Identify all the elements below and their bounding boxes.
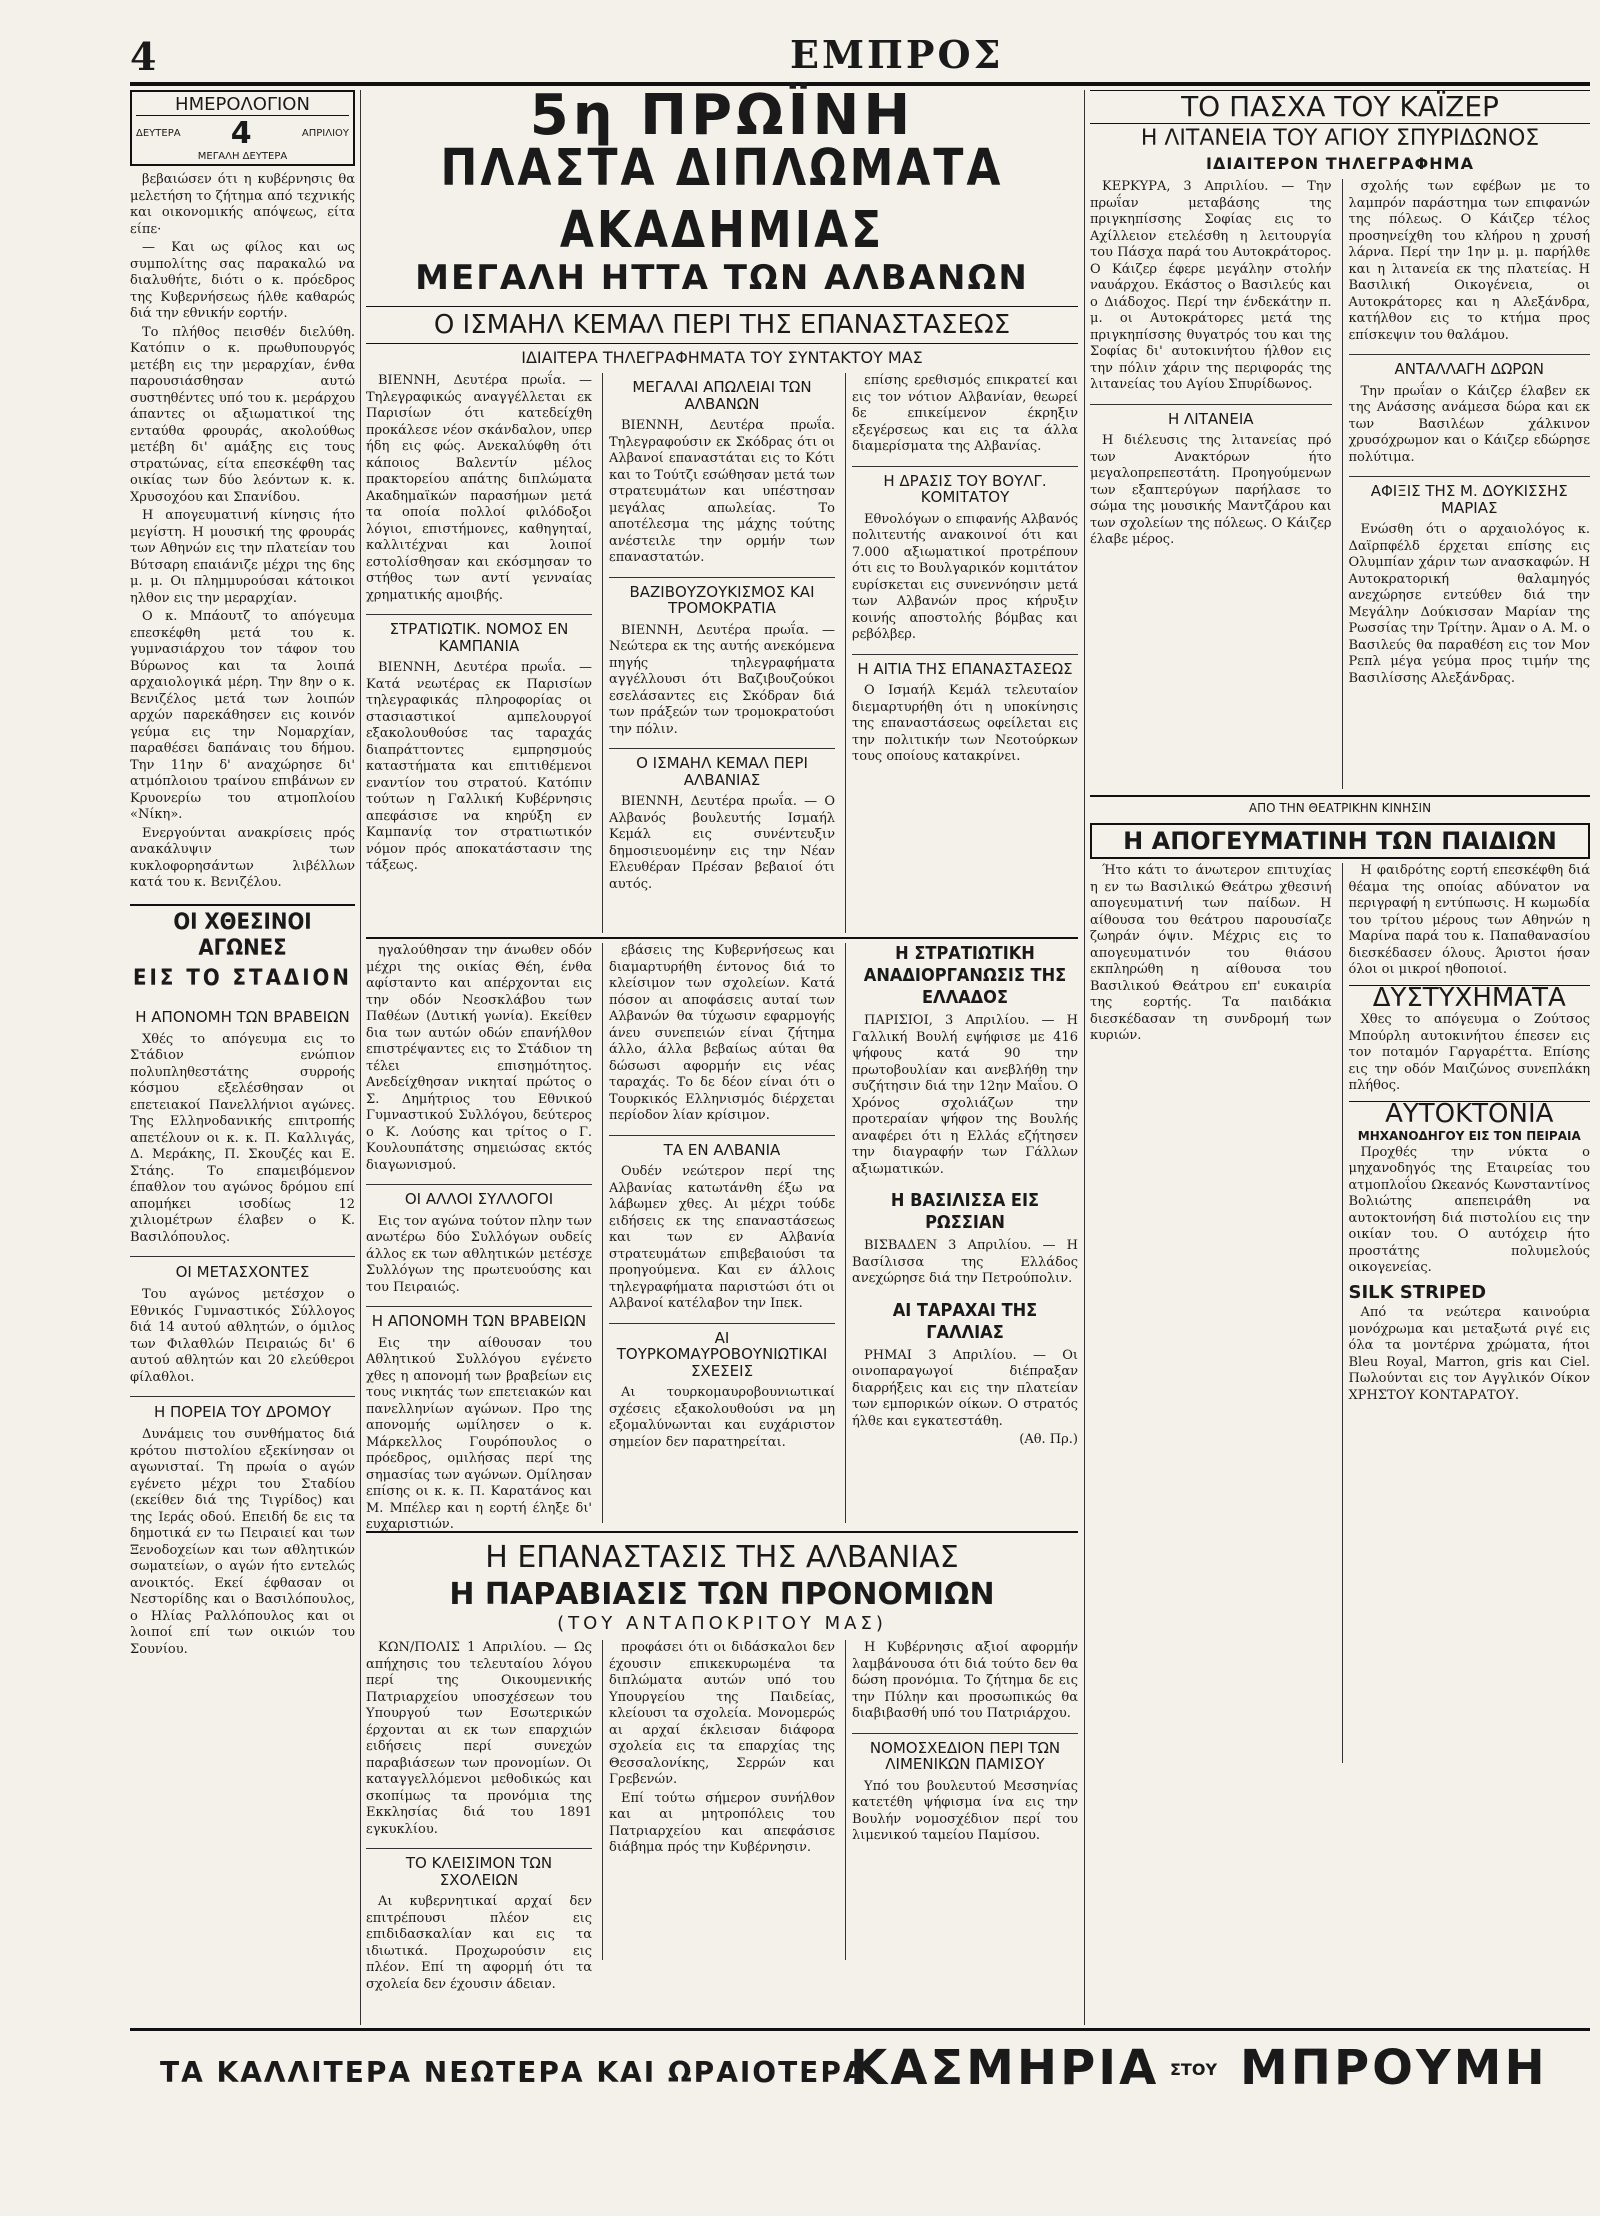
paragraph: Ενώσθη ότι ο αρχαιολόγος κ. Δαϊρπφέλδ έρχεται επίσης εις Ολυμπίαν χάριν των ανασκαφών. Η Αυτοκρατορική θαλαμηγός ανεχώρησε εντεύθεν διά την Μεγάλην Δούκισσαν Μαρίαν της Ρωσσίας την Τρίτην. Άμαν ο Α. Μ. ο Βασιλεύς θα παραθέση εις τον Μον Ρεπλ μέγα γεύμα προς τιμήν της Βασιλίσσης Αλεξάνδρας. <box>1348 522 1590 686</box>
calendar-subtitle: ΜΕΓΑΛΗ ΔΕΥΤΕΡΑ <box>197 151 288 162</box>
center-upper-col-2 <box>602 373 835 933</box>
paragraph: Του αγώνος μετέσχον ο Εθνικός Γυμναστικός Σύλλογος διά 14 αυτού αθλητών, ο όμιλος των Φιλαθλών Πειραιώς δι' 6 αυτού αθλητών και 20 ελεύθεροι φίλαθλοι. <box>130 1287 355 1385</box>
paragraph: Επί τούτω σήμερον συνήλθον και αι μητροπόλεις του Πατριαρχείου και απεφάσισε διάβημα πρός την Κυβέρνησιν. <box>609 1790 835 1855</box>
calendar-title: ΗΜΕΡΟΛΟΓΙΟΝ <box>136 94 349 116</box>
subhead: Η ΑΙΤΙΑ ΤΗΣ ΕΠΑΝΑΣΤΑΣΕΩΣ <box>852 654 1078 678</box>
kaiser-telegram-note: ΙΔΙΑΙΤΕΡΟΝ ΤΗΛΕΓΡΑΦΗΜΑ <box>1206 154 1474 173</box>
contestants-article <box>130 1287 355 1386</box>
theatre-col-2 <box>1342 863 1591 1763</box>
paragraph: ηγαλούθησαν την άνωθεν οδόν μέχρι της οικίας Θέη, ένθα αφίσταντο και απέρχονται εις την οδόν Νεοσκλάβου των Παθέων (Δυτική γωνία). Εκείθεν δια των αυτών οδών επανήλθον επιστρέψαντες εις το Στάδιον τη τέλει επισημότητος. Ανεδείχθησαν νικηταί πρώτος ο Σ. Δημήτριος του Εθνικού Γυμναστικού Συλλόγου, δεύτερος ο Κ. Λούσης και τρίτος ο Γ. Κουλουπάτσης σημειώσας εκτός διαγωνισμού. <box>366 943 592 1173</box>
subhead: ΑΙ ΤΑΡΑΧΑΙ ΤΗΣ ΓΑΛΛΙΑΣ <box>892 1299 1038 1343</box>
theatre-columns <box>1090 863 1590 1763</box>
headline-third: Ο ΙΣΜΑΗΛ ΚΕΜΑΛ ΠΕΡΙ ΤΗΣ ΕΠΑΝΑΣΤΑΣΕΩΣ <box>366 306 1078 344</box>
paragraph: Η διέλευσις της λιτανείας πρό των Ανακτόρων ήτο μεγαλοπρεπεστάτη. Προηγούμενων των εξαπτερύγων παρήλασε το σώμα της μουσικής Μαντζάρου και των σχολείων της πόλεως. Ο Κάιζερ έλαβε μέρος. <box>1090 433 1332 547</box>
advert-text-3: ΣΤΟΥ <box>1170 2060 1218 2079</box>
paragraph: ΚΕΡΚΥΡΑ, 3 Απριλίου. — Την πρωΐαν μεταβάσης της πριγκηπίσσης Σοφίας εις το Αχίλλειον ετελέσθη η λειτουργία του Πάσχα παρά του Αυτοκράτορος. Ο Κάιζερ έφερε μεγάλην στολήν ναυάρχου. Εκάστος ο Βασιλεύς και ο Διάδοχος. Περί την ένδεκάτην π. μ. οι Αυτοκράτορες μετά της πριγκηπίσσης θυγατρός του και της Σοφίας δι' αυτοκινήτου ήλθον εις την πόλιν χάριν της περιφοράς της λιτανείας του Αγίου Σπυρίδωνος. <box>1090 179 1332 392</box>
paragraph: ΒΙΕΝΝΗ, Δευτέρα πρωΐα. Τηλεγραφούσιν εκ Σκόδρας ότι οι Αλβανοί επαναστάται εις το Κότι και το Τούτζι εσώθησαν μετά των στρατευμάτων και υπέστησαν μεγάλας απωλείας. Το αποτέλεσμα της μάχης τούτης ανέστειλε την ορμήν των επαναστατών. <box>609 418 835 565</box>
albania-byline: (ΤΟΥ ΑΝΤΑΠΟΚΡΙΤΟΥ ΜΑΣ) <box>557 1613 887 1634</box>
theatre-col-1 <box>1090 863 1332 1763</box>
paragraph: Από τα νεώτερα καινούρια μονόχρωμα και μεταξωτά ριγέ εις όλα τα μοντέρνα χρώματα, ήτοι Bleu Royal, Marron, gris και Ciel. Πωλούνται εις τον Αγγλικόν Οίκον ΧΡΗΣΤΟΥ ΚΟΝΤΑΡΑΤΟΥ. <box>1348 1305 1590 1403</box>
calendar-row <box>136 116 349 151</box>
paragraph: Η φαιδρότης εορτή επεσκέφθη διά θέαμα της οποίας αδύνατον να περιγραφή η εντύπωσις. Η κωμωδία του τρίτου μέρους των Αθηνών η Μαρίνα παρά του κ. Παπαθανασίου διεσκέδασεν όλους. Άριστοι ήσαν όλοι οι μικροί ηθοποιοί. <box>1348 863 1590 977</box>
subhead: Ο ΙΣΜΑΗΛ ΚΕΜΑΛ ΠΕΡΙ ΑΛΒΑΝΙΑΣ <box>609 748 835 788</box>
headline-note: ΙΔΙΑΙΤΕΡΑ ΤΗΛΕΓΡΑΦΗΜΑΤΑ ΤΟΥ ΣΥΝΤΑΚΤΟΥ ΜΑΣ <box>521 348 923 367</box>
accidents-headline: ΔΥΣΤΥΧΗΜΑΤΑ <box>1349 985 1591 1007</box>
paragraph: Αι κυβερνητικαί αρχαί δεν επιτρέπουσι πλέον εις επιδιδασκαλίαν και εις τα ιδιωτικά. Προχωρούσιν εις πλέον. Επί τη αφορμή ότι τα σχολεία δεν έχουσιν άδειαν. <box>366 1894 592 1992</box>
paragraph: Η Κυβέρνησις αξιοί αφορμήν λαμβάνουσα ότι διά τούτο δεν θα δώση προνόμια. Το ζήτημα δε εις την Πύλην και προσωπικώς θα διαβιβασθή υπό του Πατριάρχου. <box>852 1640 1078 1721</box>
paragraph: ΒΙΕΝΝΗ, Δευτέρα πρωΐα. — Τηλεγραφικώς αναγγέλλεται εκ Παρισίων ότι κατεδείχθη προκάλεσε νέον σκάνδαλον, υπερ ήδη εις φώς. Ανεκαλύφθη ότι κάποιος Βαλεντίν μέλος πρακτορείου απάτης διπλώματα Ακαδημαϊκών παρασήμων μετά τα οποία πολλοί φιλόδοξοι λόγιοι, επιστήμονες, καθηγηταί, καλλιτέχναι και λοιποί εστολίσθησαν και εκόσμησαν το στήθος των αντί γενναίας χρηματικής αμοιβής. <box>366 373 592 603</box>
paragraph: ΒΙΣΒΑΔΕΝ 3 Απριλίου. — Η Βασίλισσα της Ελλάδος ανεχώρησε διά την Πετρούπολιν. <box>852 1238 1078 1286</box>
calendar-box <box>130 90 355 166</box>
paragraph: Χθές το απόγευμα εις το Στάδιον ενώπιον πολυπληθεστάτης συρροής κόσμου εξελέσθησαν οι επετειακοί Πανελλήνιοι αγώνες. Της Ελληνοδανικής επιτροπής απετέλουν οι κ. κ. Π. Καλλιγάς, Δ. Μεράκης, Π. Σκουζές και Ε. Στάης. Το επαμειβόμενον έπαθλον του αγώνος δρόμου επί απομήκει ισοδίως 12 χιλιομέτρων έλαβεν ο Κ. Βασιλόπουλος. <box>130 1031 355 1245</box>
advert-text-4: ΜΠΡΟΥΜΗ <box>1240 2040 1548 2096</box>
page-number: 4 <box>130 34 157 79</box>
left-intro-article <box>130 172 355 892</box>
headline-second: ΜΕΓΑΛΗ ΗΤΤΑ ΤΩΝ ΑΛΒΑΝΩΝ <box>415 258 1029 298</box>
paragraph: επίσης ερεθισμός επικρατεί και εις τον νότιον Αλβανίαν, θεωρεί δε επικείμενον έκρηξιν εξεγέρσεως και εις τα άλλα διαμερίσματα της Αλβανίας. <box>852 373 1078 454</box>
subhead: ΣΤΡΑΤΙΩΤΙΚ. ΝΟΜΟΣ ΕΝ ΚΑΜΠΑΝΙΑ <box>366 614 592 654</box>
advert-banner <box>130 2040 1590 2100</box>
games-article <box>130 1032 355 1247</box>
race-subhead: Η ΠΟΡΕΙΑ ΤΟΥ ΔΡΟΜΟΥ <box>130 1396 355 1421</box>
silk-ad-headline: SILK STRIPED <box>1348 1281 1487 1303</box>
albania-headline-2: Η ΠΑΡΑΒΙΑΣΙΣ ΤΩΝ ΠΡΟΝΟΜΙΩΝ <box>449 1577 995 1612</box>
source-credit: (Αθ. Πρ.) <box>1019 1432 1078 1447</box>
subhead: ΟΙ ΑΛΛΟΙ ΣΥΛΛΟΓΟΙ <box>366 1184 592 1208</box>
theatre-headline: Η ΑΠΟΓΕΥΜΑΤΙΝΗ ΤΩΝ ΠΑΙΔΙΩΝ <box>1090 823 1590 859</box>
subhead: Η ΔΡΑΣΙΣ ΤΟΥ ΒΟΥΛΓ. ΚΟΜΙΤΑΤΟΥ <box>852 466 1078 506</box>
center-upper-col-1 <box>366 373 592 933</box>
paragraph: εβάσεις της Κυβερνήσεως και διαμαρτυρήθη έντονος διά το κλείσιμον των σχολείων. Κατά πόσον αι αποφάσεις αυταί των Αλβανών θα τύχωσιν εφαρμογής άνευ συνεπειών είναι ζήτημα άλλο, άλλα βεβαίως αύται θα δώσωσι αφορμήν εις νέας ταραχάς. Το δε δέον είναι ότι ο Τουρκικός Ελληνισμός διέρχεται περίοδον λίαν κρίσιμον. <box>609 943 835 1123</box>
subhead: ΒΑΖΙΒΟΥΖΟΥΚΙΣΜΟΣ ΚΑΙ ΤΡΟΜΟΚΡΑΤΙΑ <box>609 577 835 617</box>
kaiser-headline: ΤΟ ΠΑΣΧΑ ΤΟΥ ΚΑΪΖΕΡ <box>1090 90 1590 124</box>
paragraph: Ο Ισμαήλ Κεμάλ τελευταίον διεμαρτυρήθη ότι η υποκίνησις της επαναστάσεως οφείλεται εις την πολιτικήν των Νεοτούρκων τους οποίους κατακρίνει. <box>852 683 1078 764</box>
contestants-subhead: ΟΙ ΜΕΤΑΣΧΟΝΤΕΣ <box>130 1256 355 1281</box>
subhead: ΝΟΜΟΣΧΕΔΙΟΝ ΠΕΡΙ ΤΩΝ ΛΙΜΕΝΙΚΩΝ ΠΑΜΙΣΟΥ <box>852 1733 1078 1773</box>
paragraph: Εις την αίθουσαν του Αθλητικού Συλλόγου εγένετο χθες η απονομή των βραβείων εις τους νικητάς των επετειακών και πανελληνίων αγώνων. Προ της απονομής ωμίλησεν ο κ. Μάρκελλος Γουρόπουλος ο πρόεδρος, ομιλήσας περί της σημασίας των αγώνων. Ομίλησαν επίσης οι κ. κ. Π. Καρατάνος και Μ. Μπέλερ και η εορτή έληξε δι' ευχαριστιών. <box>366 1335 592 1532</box>
suicide-headline: ΑΥΤΟΚΤΟΝΙΑ <box>1349 1101 1591 1123</box>
center-lower-col-3 <box>845 943 1078 1523</box>
paragraph: — Και ως φίλος και ως συμπολίτης σας παρακαλώ να διαλυθήτε, διότι ο κ. πρόεδρος της Κυβερνήσεως ήλθε καθαρώς διά την εθνικήν εορτήν. <box>130 240 355 321</box>
paragraph: Ουδέν νεώτερον περί της Αλβανίας κατωτάνθη έξω να λάβωμεν χθες. Αι μέχρι τούδε ειδήσεις εκ της επαναστάσεως και των εν Αλβανία στρατευμάτων επιβεβαιούσι τα προηγούμενα. Και εν άλλοις τηλεγραφήματα παριστώσι ότι οι Αλβανοί κατέλαβον την Ιπεκ. <box>609 1164 835 1311</box>
paragraph: Υπό του βουλευτού Μεσσηνίας κατετέθη ψήφισμα ίνα εις την Βουλήν νομοσχέδιον περί του λιμενικού ταμείου Παμίσου. <box>852 1778 1078 1843</box>
advert-text-2: ΚΑΣΜΗΡΙΑ <box>850 2040 1160 2096</box>
subhead: Η ΑΠΟΝΟΜΗ ΤΩΝ ΒΡΑΒΕΙΩΝ <box>366 1306 592 1330</box>
center-lower-col-1 <box>366 943 592 1532</box>
paragraph: προφάσει ότι οι διδάσκαλοι δεν έχουσιν επικεκυρωμένα τα διπλώματα αυτών υπό του Υπουργείου της Παιδείας, κλείουσι τα σχολεία. Μονομερώς αι αρχαί έκλεισαν διάφορα σχολεία εις τα επαρχίας της Θεσσαλονίκης, Σερρών και Γρεβενών. <box>609 1640 835 1787</box>
center-lower-columns <box>366 943 1078 1532</box>
kaiser-col-1 <box>1090 179 1332 789</box>
albania-headline: Η ΕΠΑΝΑΣΤΑΣΙΣ ΤΗΣ ΑΛΒΑΝΙΑΣ <box>366 1531 1078 1577</box>
subhead: ΤΑ ΕΝ ΑΛΒΑΝΙΑ <box>609 1135 835 1159</box>
left-column <box>130 90 355 2025</box>
albania-col-2 <box>602 1640 835 1960</box>
center-upper-col-3 <box>845 373 1078 933</box>
paragraph: ΚΩΝ/ΠΟΛΙΣ 1 Απριλίου. — Ως απήχησις του τελευταίου λόγου περί της Οικουμενικής Πατριαρχείου υποσχέσεων του Υπουργού των Εσωτερικών έρχονται αι εκ των επαρχιών ειδήσεις περί συνεχών παραβιάσεων των προνομίων. Οι καταγγελλόμενοι μεθοδικώς και σκοπίμως τα προνόμια της Εκκλησίας διά του 1891 εγκυκλίου. <box>366 1640 592 1837</box>
column-rule <box>360 90 361 2025</box>
calendar-month: ΑΠΡΙΛΙΟΥ <box>301 128 349 139</box>
center-upper-columns <box>366 373 1078 933</box>
subhead: ΜΕΓΑΛΑΙ ΑΠΩΛΕΙΑΙ ΤΩΝ ΑΛΒΑΝΩΝ <box>632 378 812 413</box>
column-rule <box>1084 90 1085 2025</box>
paragraph: Ήτο κάτι το άνωτερον επιτυχίας η εν τω Βασιλικώ Θεάτρω χθεσινή απογευματινή των παίδων. Η αίθουσα του θεάτρου παρουσίαζε ζωηράν όψιν. Μέχρις εις το απογευματινόν του θιάσου εκπληρώθη η αίθουσα του Βασιλικού Θεάτρου επ' ευκαιρία της εορτής. Τα παιδάκια διεσκέδασαν τη συνδρομή των κυριών. <box>1090 863 1332 1043</box>
subhead: ΑΙ ΤΟΥΡΚΟΜΑΥΡΟΒΟΥΝΙΩΤΙΚΑΙ ΣΧΕΣΕΙΣ <box>609 1323 835 1380</box>
paragraph: Την πρωΐαν ο Κάιζερ έλαβεν εκ της Ανάσσης ανάμεσα δώρα και εκ των Βασιλέων χάλκινον χρυσόχρωμον και ο Κάιζερ εδώρησε πολύτιμα. <box>1348 383 1590 465</box>
paragraph: ΒΙΕΝΝΗ, Δευτέρα πρωΐα. — Νεώτερα εκ της αυτής ανεκόμενα πηγής τηλεγραφήματα αγγέλλουσι ότι Βαζιβουζούκοι εσελάσαντες εις Σκόδραν διά των πράξεών των τρομοκρατούσι την πόλιν. <box>609 622 835 737</box>
advert-text-1: ΤΑ ΚΑΛΛΙΤΕΡΑ ΝΕΩΤΕΡΑ ΚΑΙ ΩΡΑΙΟΤΕΡΑ <box>160 2056 867 2089</box>
paragraph: Αι τουρκομαυροβουνιωτικαί σχέσεις εξακολουθούσι να μη εξομαλύνωνται και ευχάριστον σημείον δεν παρατηρείται. <box>609 1385 835 1450</box>
calendar-weekday: ΔΕΥΤΕΡΑ <box>136 128 181 139</box>
paragraph: ΠΑΡΙΣΙΟΙ, 3 Απριλίου. — Η Γαλλική Βουλή εψήφισε με 416 ψήφους κατά 90 την πρωτοβουλίαν και ανεβλήθη την συζήτησιν διά την 12ην Μαΐου. Ο Χρόνος σχολιάζων την προτεραίαν ψήφον της Βουλής αναφέρει ότι η Ελλάς εζήτησεν την διαγραφήν των Γάλλων αξιωματικών. <box>852 1013 1078 1177</box>
paragraph: ΒΙΕΝΝΗ, Δευτέρα πρωΐα. — Ο Αλβανός βουλευτής Ισμαήλ Κεμάλ εις συνέντευξιν δημοσιευομένην εις την Νέαν Ελευθέραν Πρέσαν βεβαιοί ότι αυτός. <box>609 794 835 892</box>
center-lower-col-2 <box>602 943 835 1523</box>
kaiser-subheadline: Η ΛΙΤΑΝΕΙΑ ΤΟΥ ΑΓΙΟΥ ΣΠΥΡΙΔΩΝΟΣ <box>1140 126 1540 151</box>
headline-kicker: 5η ΠΡΩΪΝΗ <box>529 83 915 148</box>
albania-columns <box>366 1640 1078 1992</box>
subhead: ΑΦΙΞΙΣ ΤΗΣ Μ. ΔΟΥΚΙΣΣΗΣ ΜΑΡΙΑΣ <box>1349 476 1591 516</box>
games-headline: ΟΙ ΧΘΕΣΙΝΟΙ ΑΓΩΝΕΣ <box>130 904 355 962</box>
masthead <box>130 28 1590 88</box>
paragraph: Εις τον αγώνα τούτον πλην των ανωτέρω δύο Συλλόγων ουδείς άλλος εκ των αθλητικών μετέσχε Συλλόγων της πρωτευούσης και του Πειραιώς. <box>366 1213 592 1295</box>
games-subhead: Η ΑΠΟΝΟΜΗ ΤΩΝ ΒΡΑΒΕΙΩΝ <box>135 1007 350 1026</box>
paragraph: Προχθές την νύκτα ο μηχανοδηγός της Εταιρείας του ατμοπλοΐου Ωκεανός Κωνσταντίνος Βολιώτης απεπειράθη να αυτοκτονήση διά πιστολίου εις την οικίαν του. Ο αυτόχειρ ήτο προστάτης πολυμελούς οικογενείας. <box>1348 1144 1590 1275</box>
paragraph: ΡΗΜΑΙ 3 Απριλίου. — Οι οινοπαραγωγοί διέπραξαν διαρρήξεις και εις την πλατείαν των εμπορικών οίκων. Ο στρατός ήλθε και εγκατεστάθη. <box>852 1347 1078 1429</box>
kaiser-col-2 <box>1342 179 1591 789</box>
theatre-kicker: ΑΠΟ ΤΗΝ ΘΕΑΤΡΙΚΗΝ ΚΙΝΗΣΙΝ <box>1090 795 1590 815</box>
paragraph: Το πλήθος πεισθέν διελύθη. Κατόπιν ο κ. πρωθυπουργός μετέβη εις την μεραρχίαν, ένθα παρουσιάσθησαν αυτώ συστηθέντες υπό του κ. μεράρχου άπαντες οι αξιωματικοί της ενταύθα φρουράς, ακολούθως μετέβη δι' αμάξης εις τους στρατώνας, είτα επεσκέφθη τας οικίας των δύο λεόντων κ. κ. Χρυσοχόου και Σπανίδου. <box>130 324 355 505</box>
headline-main: ΠΛΑΣΤΑ ΔΙΠΛΩΜΑΤΑ ΑΚΑΔΗΜΙΑΣ <box>440 139 1004 260</box>
suicide-subheadline: ΜΗΧΑΝΟΔΗΓΟΥ ΕΙΣ ΤΟΝ ΠΕΙΡΑΙΑ <box>1357 1129 1581 1143</box>
subhead: Η ΒΑΣΙΛΙΣΣΑ ΕΙΣ ΡΩΣΣΙΑΝ <box>890 1190 1040 1233</box>
subhead: ΑΝΤΑΛΛΑΓΗ ΔΩΡΩΝ <box>1349 354 1591 378</box>
kaiser-columns <box>1090 179 1590 789</box>
right-column <box>1090 90 1590 2025</box>
albania-col-1 <box>366 1640 592 1992</box>
paragraph: Η απογευματινή κίνησις ήτο μεγίστη. Η μουσική της φρουράς των Αθηνών εις την πλατείαν του Βύτσαρη επαιάνιζε μέχρι της 6ης μ. μ. Οι πλημμυρούσαι κάτοικοι ηλθον εις την μεραρχίαν. <box>130 508 355 606</box>
race-article <box>130 1427 355 1658</box>
subhead: Η ΣΤΡΑΤΙΩΤΙΚΗ ΑΝΑΔΙΟΡΓΑΝΩΣΙΣ ΤΗΣ ΕΛΛΑΔΟΣ <box>863 943 1067 1008</box>
calendar-day: 4 <box>230 116 252 151</box>
center-column <box>366 83 1078 2025</box>
paragraph: Ενεργούνται ανακρίσεις πρός ανακάλυψιν των κυκλοφορησάντων λιβέλλων κατά του κ. Βενιζέλου. <box>130 825 355 890</box>
paragraph: Χθες το απόγευμα ο Ζούτσος Μπούρλη αυτοκινήτου έπεσεν εις τον ποταμόν Γαργαρέττα. Επίσης εις την οδόν Μαιζώνος συνεπλάκη πλήθος. <box>1348 1012 1590 1093</box>
subhead: Η ΛΙΤΑΝΕΙΑ <box>1090 404 1332 428</box>
paper-name: ΕΜΠΡΟΣ <box>790 32 1004 77</box>
advert-rule <box>130 2028 1590 2031</box>
paragraph: βεβαιώσεν ότι η κυβέρνησις θα μελετήση το ζήτημα από τεχνικής και οικονομικής απόψεως, είτα είπε· <box>130 172 355 237</box>
paragraph: Εθνολόγων ο επιφανής Αλβανός πολιτευτής ανακοινοί ότι και 7.000 αξιωματικοί προτρέπουν ότι εις το Βουλγαρικόν κομιτάτον ευρίσκεται εις συνεννόησιν μετά των Αλβανών προς κήρυξιν κοινής αποστολής βόμβας και ρεβόλβερ. <box>852 511 1078 642</box>
paragraph: ΒΙΕΝΝΗ, Δευτέρα πρωΐα. — Κατά νεωτέρας εκ Παρισίων τηλεγραφικάς πληροφορίας οι στασιαστικοί αμπελουργοί εξακολουθούσε τας ταραχάς διαπράττοντες εμπρησμούς καταστήματα και επιτιθέμενοι εναντίον του στρατού. Κατόπιν τούτων η Γαλλική Κυβέρνησις απεφάσισε να κηρύξη εν Καμπανίᾳ τον στρατιωτικόν νόμον πρός αποκατάστασιν της τάξεως. <box>366 660 592 873</box>
albania-col-3 <box>845 1640 1078 1960</box>
subhead: ΤΟ ΚΛΕΙΣΙΜΟΝ ΤΩΝ ΣΧΟΛΕΙΩΝ <box>366 1848 592 1888</box>
paragraph: σχολής των εφέβων με το λαμπρόν παράστημα των επιφανών της πόλεως. Ο Κάιζερ τέλος προσηνείχθη του κλήρου η χρυσή λάρνα. Περί την 1ην μ. μ. παρήλθε και η λιτανεία εκ της πλατείας. Η Βασιλική Οικογένεια, οι Αυτοκράτορες και η Αλεξάνδρα, κατήλθον εις το κτήμα προς επίσκεψιν του θαλάμου. <box>1348 179 1590 343</box>
paragraph: Ο κ. Μπάουτζ το απόγευμα επεσκέφθη μετά του κ. γυμνασιάρχου τον τάφον του Βύρωνος και τα λοιπά αρχαιολογικά μέρη. Την 8ην ο κ. Βενιζέλος μετά των λοιπών αρχών παρεκάθησεν εις κοινόν γεύμα εις την Νομαρχίαν, παραθέσει δαπάναις του δήμου. Την 11ην δ' αναχώρησε δι' ατμόπλοιου τραίνου επιβάνων εν Κρυονερίω του ατμοπλοίου «Νίκη». <box>130 609 355 822</box>
paragraph: Δυνάμεις του συνθήματος διά κρότου πιστολίου εξεκίνησαν οι αγωνισταί. Τη πρωία ο αγών εγένετο μέχρι του Σταδίου (εκείθεν διά της Τιγρίδος) και της Ιεράς οδού. Επειδή δε εις τα δημοτικά εν τω Πειραιεί και των Ξενοδοχείων και των αθλητικών σωματείων, ο αγών ήτο εντελώς ανοικτός. Εκεί έφθασαν οι Νεστορίδης και ο Βασιλόπουλος, ο Ηλίας Ραλλόπουλος και οι λοιποί επί των οικιών του Σουνίου. <box>130 1427 355 1657</box>
games-headline-2: ΕΙΣ ΤΟ ΣΤΑΔΙΟΝ <box>133 965 352 991</box>
